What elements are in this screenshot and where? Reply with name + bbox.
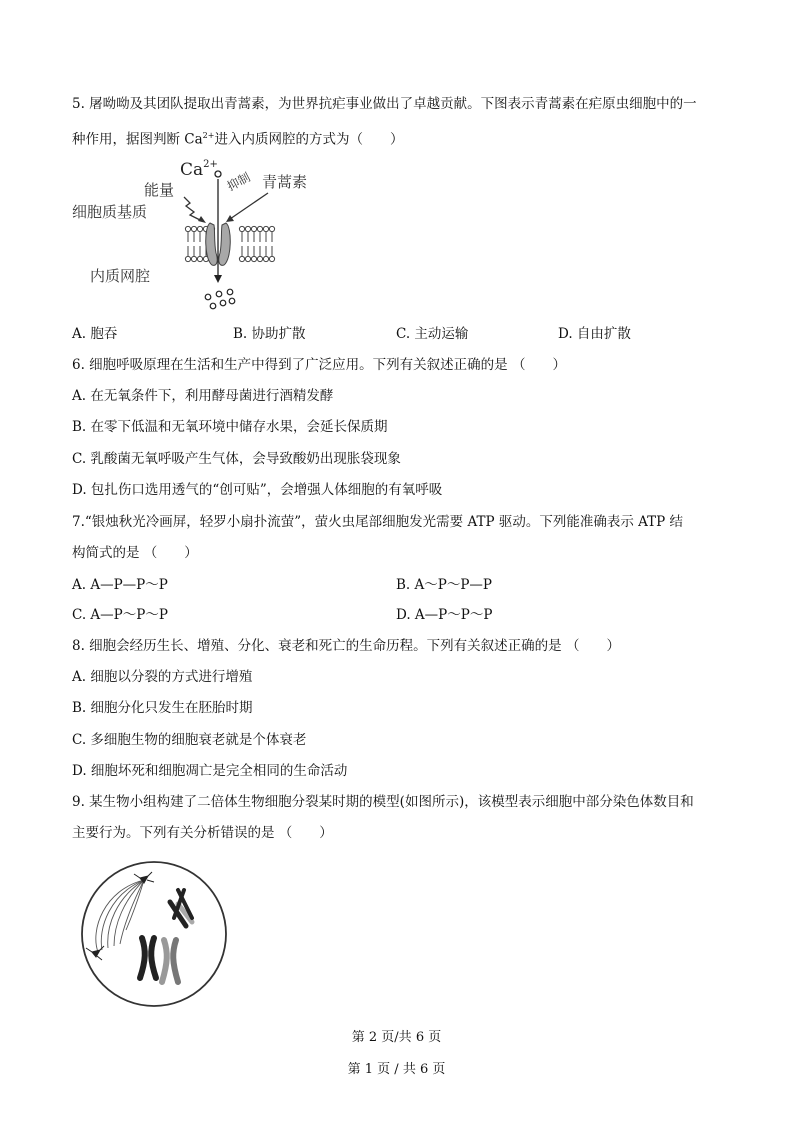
fig-cell-membrane (82, 862, 226, 1006)
footer-page-inner: 第 2 页/共 6 页 (351, 1030, 442, 1045)
q8-option-a: A. 细胞以分裂的方式进行增殖 (72, 669, 253, 685)
q8-option-b: B. 细胞分化只发生在胚胎时期 (72, 700, 253, 716)
q8-option-d: D. 细胞坏死和细胞凋亡是完全相同的生命活动 (72, 763, 348, 779)
footer-page-outer: 第 1 页 / 共 6 页 (347, 1062, 446, 1077)
fig-er-label: 内质网腔 (90, 267, 151, 285)
fig-ion-dots-bottom (205, 289, 235, 309)
q8-option-c: C. 多细胞生物的细胞衰老就是个体衰老 (72, 732, 307, 748)
fig-cytoplasm-label: 细胞质基质 (72, 203, 148, 221)
q6-stem: 6. 细胞呼吸原理在生活和生产中得到了广泛应用。下列有关叙述正确的是 （ ） (72, 357, 566, 373)
fig-ion-dot (215, 171, 221, 177)
fig-ion-arrowhead (214, 275, 222, 283)
q6-option-a: A. 在无氧条件下，利用酵母菌进行酒精发酵 (72, 388, 334, 404)
q5-option-a: A. 胞吞 (72, 326, 118, 342)
fig-inhibit-label: 抑制 (224, 170, 253, 194)
q5-stem-line1: 5. 屠呦呦及其团队提取出青蒿素，为世界抗疟事业做出了卓越贡献。下图表示青蒿素在疟原虫细胞中的一 (72, 96, 697, 112)
q5-option-b: B. 协助扩散 (233, 326, 306, 342)
q5-stem-pre: 种作用，据图判断 Ca (72, 131, 203, 148)
q9-cell-division-figure (74, 860, 234, 1008)
q6-option-b: B. 在零下低温和无氧环境中储存水果，会延长保质期 (72, 419, 388, 435)
fig-energy-label: 能量 (144, 181, 175, 199)
q7-option-d: D. A—P～P～P (396, 607, 493, 623)
q5-stem-sup: 2+ (202, 131, 215, 140)
q6-option-c: C. 乳酸菌无氧呼吸产生气体，会导致酸奶出现胀袋现象 (72, 451, 401, 467)
q5-membrane-figure (72, 155, 308, 315)
q7-option-c: C. A—P～P～P (72, 607, 168, 623)
q7-stem-line1: 7.“银烛秋光冷画屏，轻罗小扇扑流萤”，萤火虫尾部细胞发光需要 ATP 驱动。下列能准确表示 ATP 结 (72, 514, 684, 530)
fig-energy-arrow (184, 197, 202, 221)
q5-stem-post: 进入内质网腔的方式为（ ） (214, 131, 404, 148)
fig-artemisinin-label: 青蒿素 (262, 173, 308, 191)
fig-channel-right (219, 223, 230, 265)
q7-option-a: A. A—P—P～P (72, 577, 168, 593)
q9-stem-line2: 主要行为。下列有关分析错误的是 （ ） (72, 825, 333, 841)
q7-option-b: B. A～P～P—P (396, 577, 493, 593)
q7-stem-line2: 构简式的是 （ ） (72, 545, 198, 561)
q5-stem-line2 (72, 127, 403, 149)
fig-bilayer-right (239, 226, 274, 261)
fig-inhibit-arrow (230, 193, 268, 219)
q6-option-d: D. 包扎伤口选用透气的“创可贴”，会增强人体细胞的有氧呼吸 (72, 482, 443, 498)
q5-option-d: D. 自由扩散 (558, 326, 631, 342)
fig-ion-label: $Ca^{2+}$ (180, 159, 218, 180)
q9-stem-line1: 9. 某生物小组构建了二倍体生物细胞分裂某时期的模型(如图所示)，该模型表示细胞中部分染色体数目和 (72, 794, 694, 810)
q8-stem: 8. 细胞会经历生长、增殖、分化、衰老和死亡的生命历程。下列有关叙述正确的是 （ ） (72, 638, 620, 654)
q5-option-c: C. 主动运输 (396, 326, 469, 342)
